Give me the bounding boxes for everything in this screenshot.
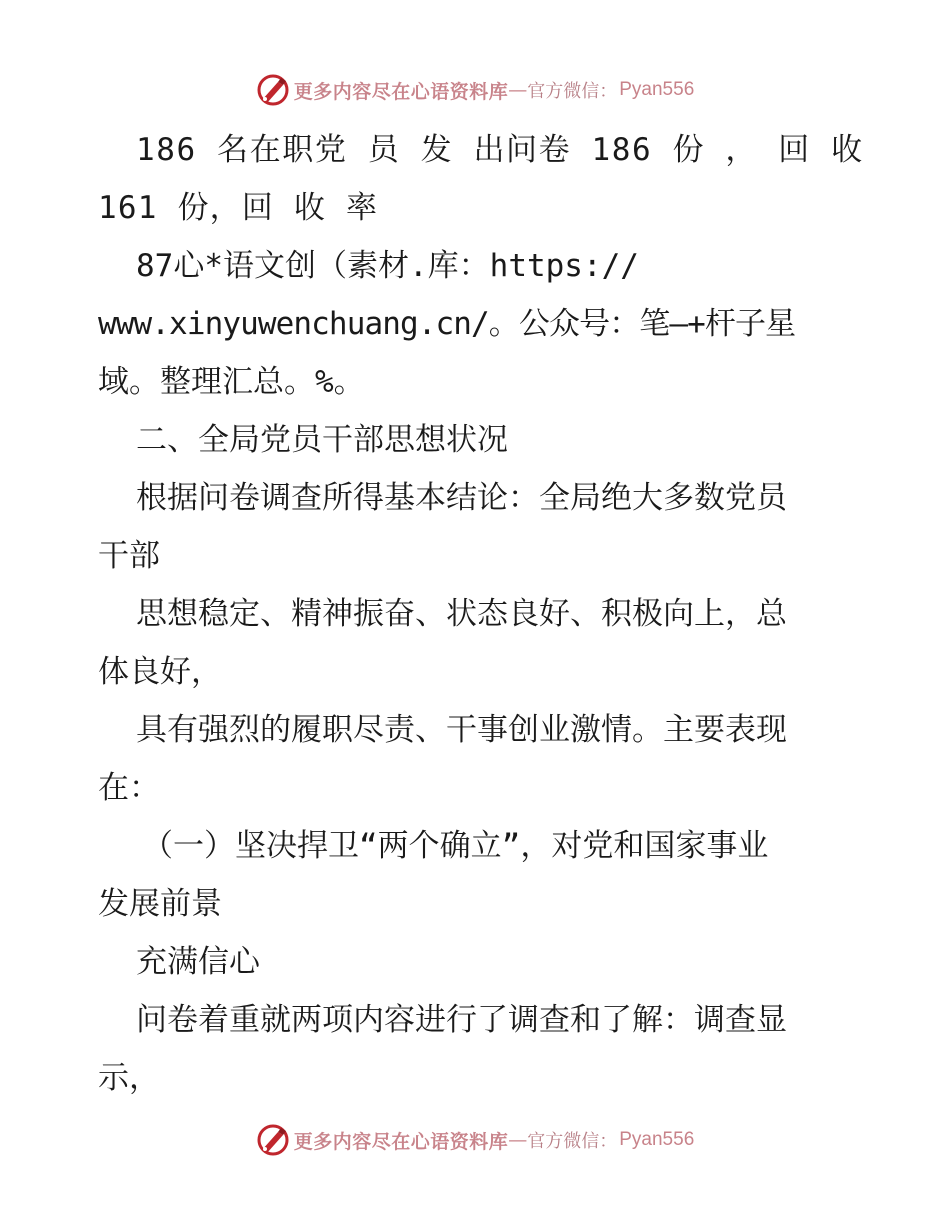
banner-dash: — [508,1129,528,1151]
body-line-5: 域。整理汇总。%。 [98,364,365,400]
body-line-7: 根据问卷调查所得基本结论：全局绝大多数党员 [136,480,787,516]
banner-dash: — [508,79,528,101]
banner-slogan: 更多内容尽在心语资料库 [293,1130,509,1153]
subsection-heading: （一）坚决捍卫“两个确立”，对党和国家事业 [142,828,769,864]
body-line-14: 发展前景 [98,886,222,922]
body-line-11: 具有强烈的履职尽责、干事创业激情。主要表现 [136,712,787,748]
body-line-9: 思想稳定、精神振奋、状态良好、积极向上，总 [136,596,787,632]
header-banner [0,70,950,110]
body-line-2: 161 份，回 收 率 [98,190,379,226]
banner-slogan: 更多内容尽在心语资料库 [293,80,509,103]
body-line-4: www.xinyuwenchuang.cn/。公众号：笔—+杆子星 [98,306,796,342]
pen-logo-icon [256,73,290,107]
body-line-12: 在： [98,770,160,806]
banner-wechat-label: 官方微信： [527,81,618,102]
banner-wechat-id: Pyan556 [619,79,695,100]
pen-logo-icon [256,1123,290,1157]
banner-wechat-label: 官方微信： [527,1131,618,1152]
section-heading: 二、全局党员干部思想状况 [136,422,508,458]
footer-banner [0,1120,950,1160]
body-line-15: 充满信心 [136,944,260,980]
body-line-1: 186 名在职党 员 发 出问卷 186 份 ， 回 收 [136,132,864,168]
body-line-3: 87心*语文创（素材.库：https:// [136,248,639,284]
body-line-10: 体良好， [98,654,222,690]
body-line-8: 干部 [98,538,160,574]
body-line-16: 问卷着重就两项内容进行了调查和了解：调查显 [136,1002,787,1038]
banner-wechat-id: Pyan556 [619,1129,695,1150]
body-line-17: 示， [98,1060,160,1096]
